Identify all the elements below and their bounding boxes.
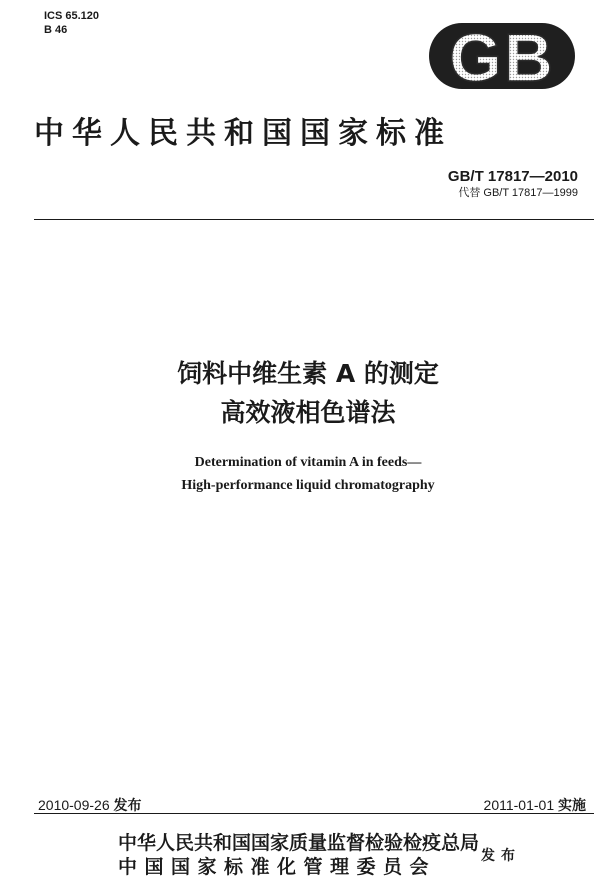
publish-label: 发布	[481, 848, 521, 864]
standard-number-block	[448, 168, 578, 201]
issue-label: 发布	[113, 798, 142, 814]
ccs-code: B 46	[44, 24, 68, 36]
issuer-aqsiq: 中华人民共和国国家质量监督检验检疫总局	[118, 832, 480, 854]
national-standard-title: 中华人民共和国国家标准	[34, 116, 452, 151]
chinese-title-line2: 高效液相色谱法	[220, 398, 396, 427]
issuer-sac: 中国国家标准化管理委员会	[118, 856, 437, 878]
issuing-authorities	[118, 831, 480, 879]
bottom-divider	[34, 813, 594, 814]
replaces-standard: 代替 GB/T 17817—1999	[458, 187, 578, 199]
issue-date: 2010-09-26	[38, 797, 110, 813]
implementation-label: 实施	[558, 798, 586, 814]
gb-logo	[428, 22, 576, 90]
top-divider	[34, 219, 594, 220]
implementation-date: 2011-01-01	[483, 797, 555, 813]
implementation-date-block	[484, 795, 586, 815]
classification-codes	[44, 9, 99, 37]
logo-text: GB	[449, 22, 555, 90]
ics-code: ICS 65.120	[44, 10, 100, 22]
issue-date-block	[38, 795, 142, 815]
chinese-title-line1: 饲料中维生素 A 的测定	[177, 359, 439, 388]
english-title-line2: High-performance liquid chromatography	[181, 478, 435, 493]
english-title-line1: Determination of vitamin A in feeds—	[194, 455, 422, 470]
standard-number: GB/T 17817—2010	[447, 168, 578, 185]
